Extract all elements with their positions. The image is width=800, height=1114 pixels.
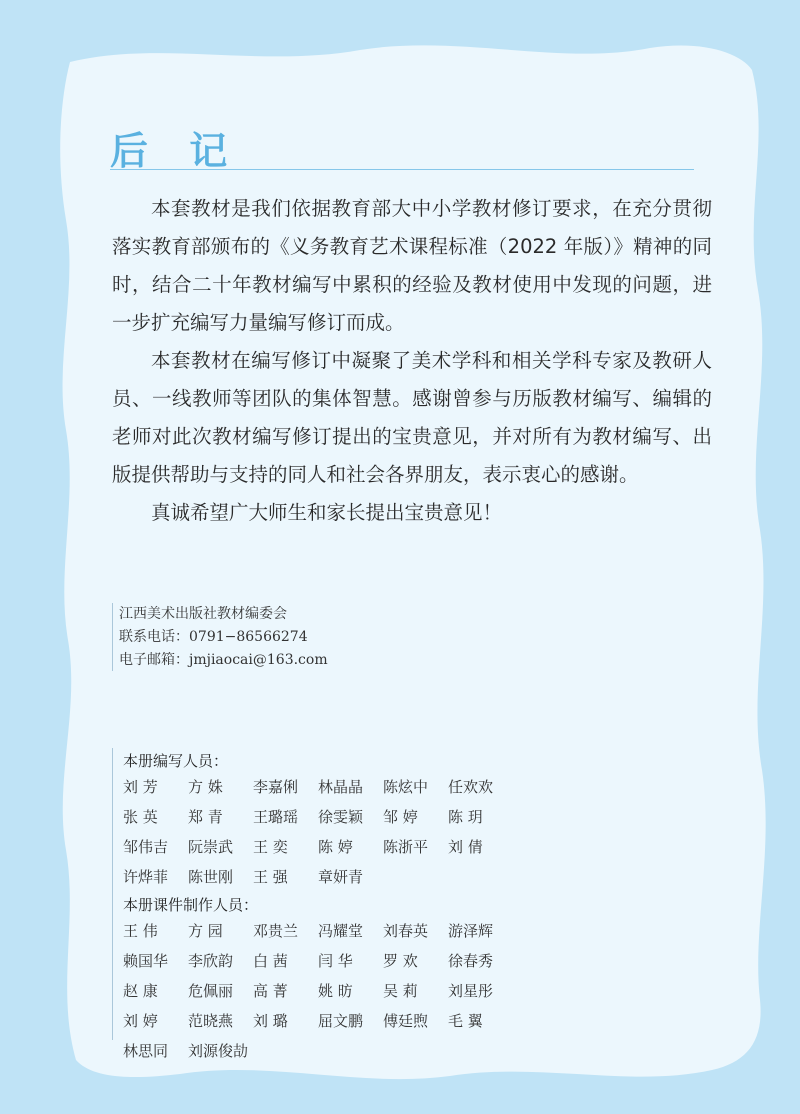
- afterword-body: [112, 190, 712, 532]
- person-name: 邹 婷: [383, 808, 418, 826]
- person-name: 方 姝: [188, 778, 223, 796]
- person-name: 许烨菲: [123, 868, 169, 886]
- person-name: 刘 芳: [123, 778, 158, 796]
- person-name: 闫 华: [318, 952, 353, 970]
- person-name: 吴 莉: [383, 982, 418, 1000]
- paragraph-2: 本套教材在编写修订中凝聚了美术学科和相关学科专家及教研人员、一线教师等团队的集体智慧。感谢曾参与历版教材编写、编辑的老师对此次教材编写修订提出的宝贵意见，并对所有为教材编写、出版提供帮助与支持的同人和社会各界朋友，表示衷心的感谢。: [112, 349, 712, 486]
- person-name: 刘源俊劼: [188, 1042, 249, 1060]
- person-name: 赖国华: [123, 952, 169, 970]
- person-name: 林思同: [123, 1042, 169, 1060]
- person-name: 方 园: [188, 922, 223, 940]
- contact-email: 电子邮箱：jmjiaocai@163.com: [119, 652, 328, 668]
- person-name: 范晓燕: [188, 1012, 234, 1030]
- person-name: 刘春英: [383, 922, 429, 940]
- person-name: 徐雯颖: [318, 808, 364, 826]
- editors-heading: 本册编写人员：: [123, 752, 229, 770]
- person-name: 王 强: [253, 868, 288, 886]
- person-name: 陈 玥: [448, 808, 483, 826]
- person-name: 刘星彤: [448, 982, 494, 1000]
- person-name: 游泽辉: [448, 922, 494, 940]
- editors-list: [123, 772, 683, 892]
- person-name: 危佩丽: [188, 982, 234, 1000]
- person-name: 徐春秀: [448, 952, 494, 970]
- person-name: 邓贵兰: [253, 922, 299, 940]
- paragraph-1: 本套教材是我们依据教育部大中小学教材修订要求，在充分贯彻落实教育部颁布的《义务教育艺术课程标准（2022 年版）》精神的同时，结合二十年教材编写中累积的经验及教材使用中发现的问题，进一步扩充编写力量编写修订而成。: [112, 197, 712, 334]
- person-name: 邹伟吉: [123, 838, 169, 856]
- person-name: 王 伟: [123, 922, 158, 940]
- person-name: 任欢欢: [448, 778, 494, 796]
- person-name: 赵 康: [123, 982, 158, 1000]
- person-name: 王璐瑶: [253, 808, 299, 826]
- person-name: 刘 倩: [448, 838, 483, 856]
- person-name: 屈文鹏: [318, 1012, 364, 1030]
- publisher-name: 江西美术出版社教材编委会: [119, 606, 287, 622]
- person-name: 陈浙平: [383, 838, 429, 856]
- person-name: 李欣韵: [188, 952, 234, 970]
- person-name: 郑 青: [188, 808, 223, 826]
- contact-phone: 联系电话：0791−86566274: [119, 629, 308, 645]
- credits-block: [112, 748, 683, 1060]
- contact-block: [112, 603, 328, 671]
- person-name: 冯耀堂: [318, 922, 364, 940]
- person-name: 陈炫中: [383, 778, 429, 796]
- person-name: 罗 欢: [383, 952, 418, 970]
- page-title: 后 记: [110, 129, 242, 173]
- courseware-heading: 本册课件制作人员：: [123, 896, 259, 914]
- person-name: 章妍青: [318, 868, 364, 886]
- person-name: 李嘉俐: [253, 778, 299, 796]
- person-name: 白 茜: [253, 952, 288, 970]
- person-name: 张 英: [123, 808, 158, 826]
- person-name: 林晶晶: [318, 778, 364, 796]
- person-name: 傅廷煦: [383, 1012, 429, 1030]
- person-name: 高 菁: [253, 982, 288, 1000]
- person-name: 王 奕: [253, 838, 288, 856]
- person-name: 陈 婷: [318, 838, 353, 856]
- person-name: 刘 璐: [253, 1012, 288, 1030]
- paragraph-3: 真诚希望广大师生和家长提出宝贵意见！: [151, 501, 503, 524]
- courseware-list: [123, 916, 683, 1066]
- person-name: 毛 翼: [448, 1012, 483, 1030]
- person-name: 陈世刚: [188, 868, 234, 886]
- person-name: 姚 昉: [318, 982, 353, 1000]
- person-name: 阮崇武: [188, 838, 234, 856]
- person-name: 刘 婷: [123, 1012, 158, 1030]
- title-divider: [110, 169, 694, 170]
